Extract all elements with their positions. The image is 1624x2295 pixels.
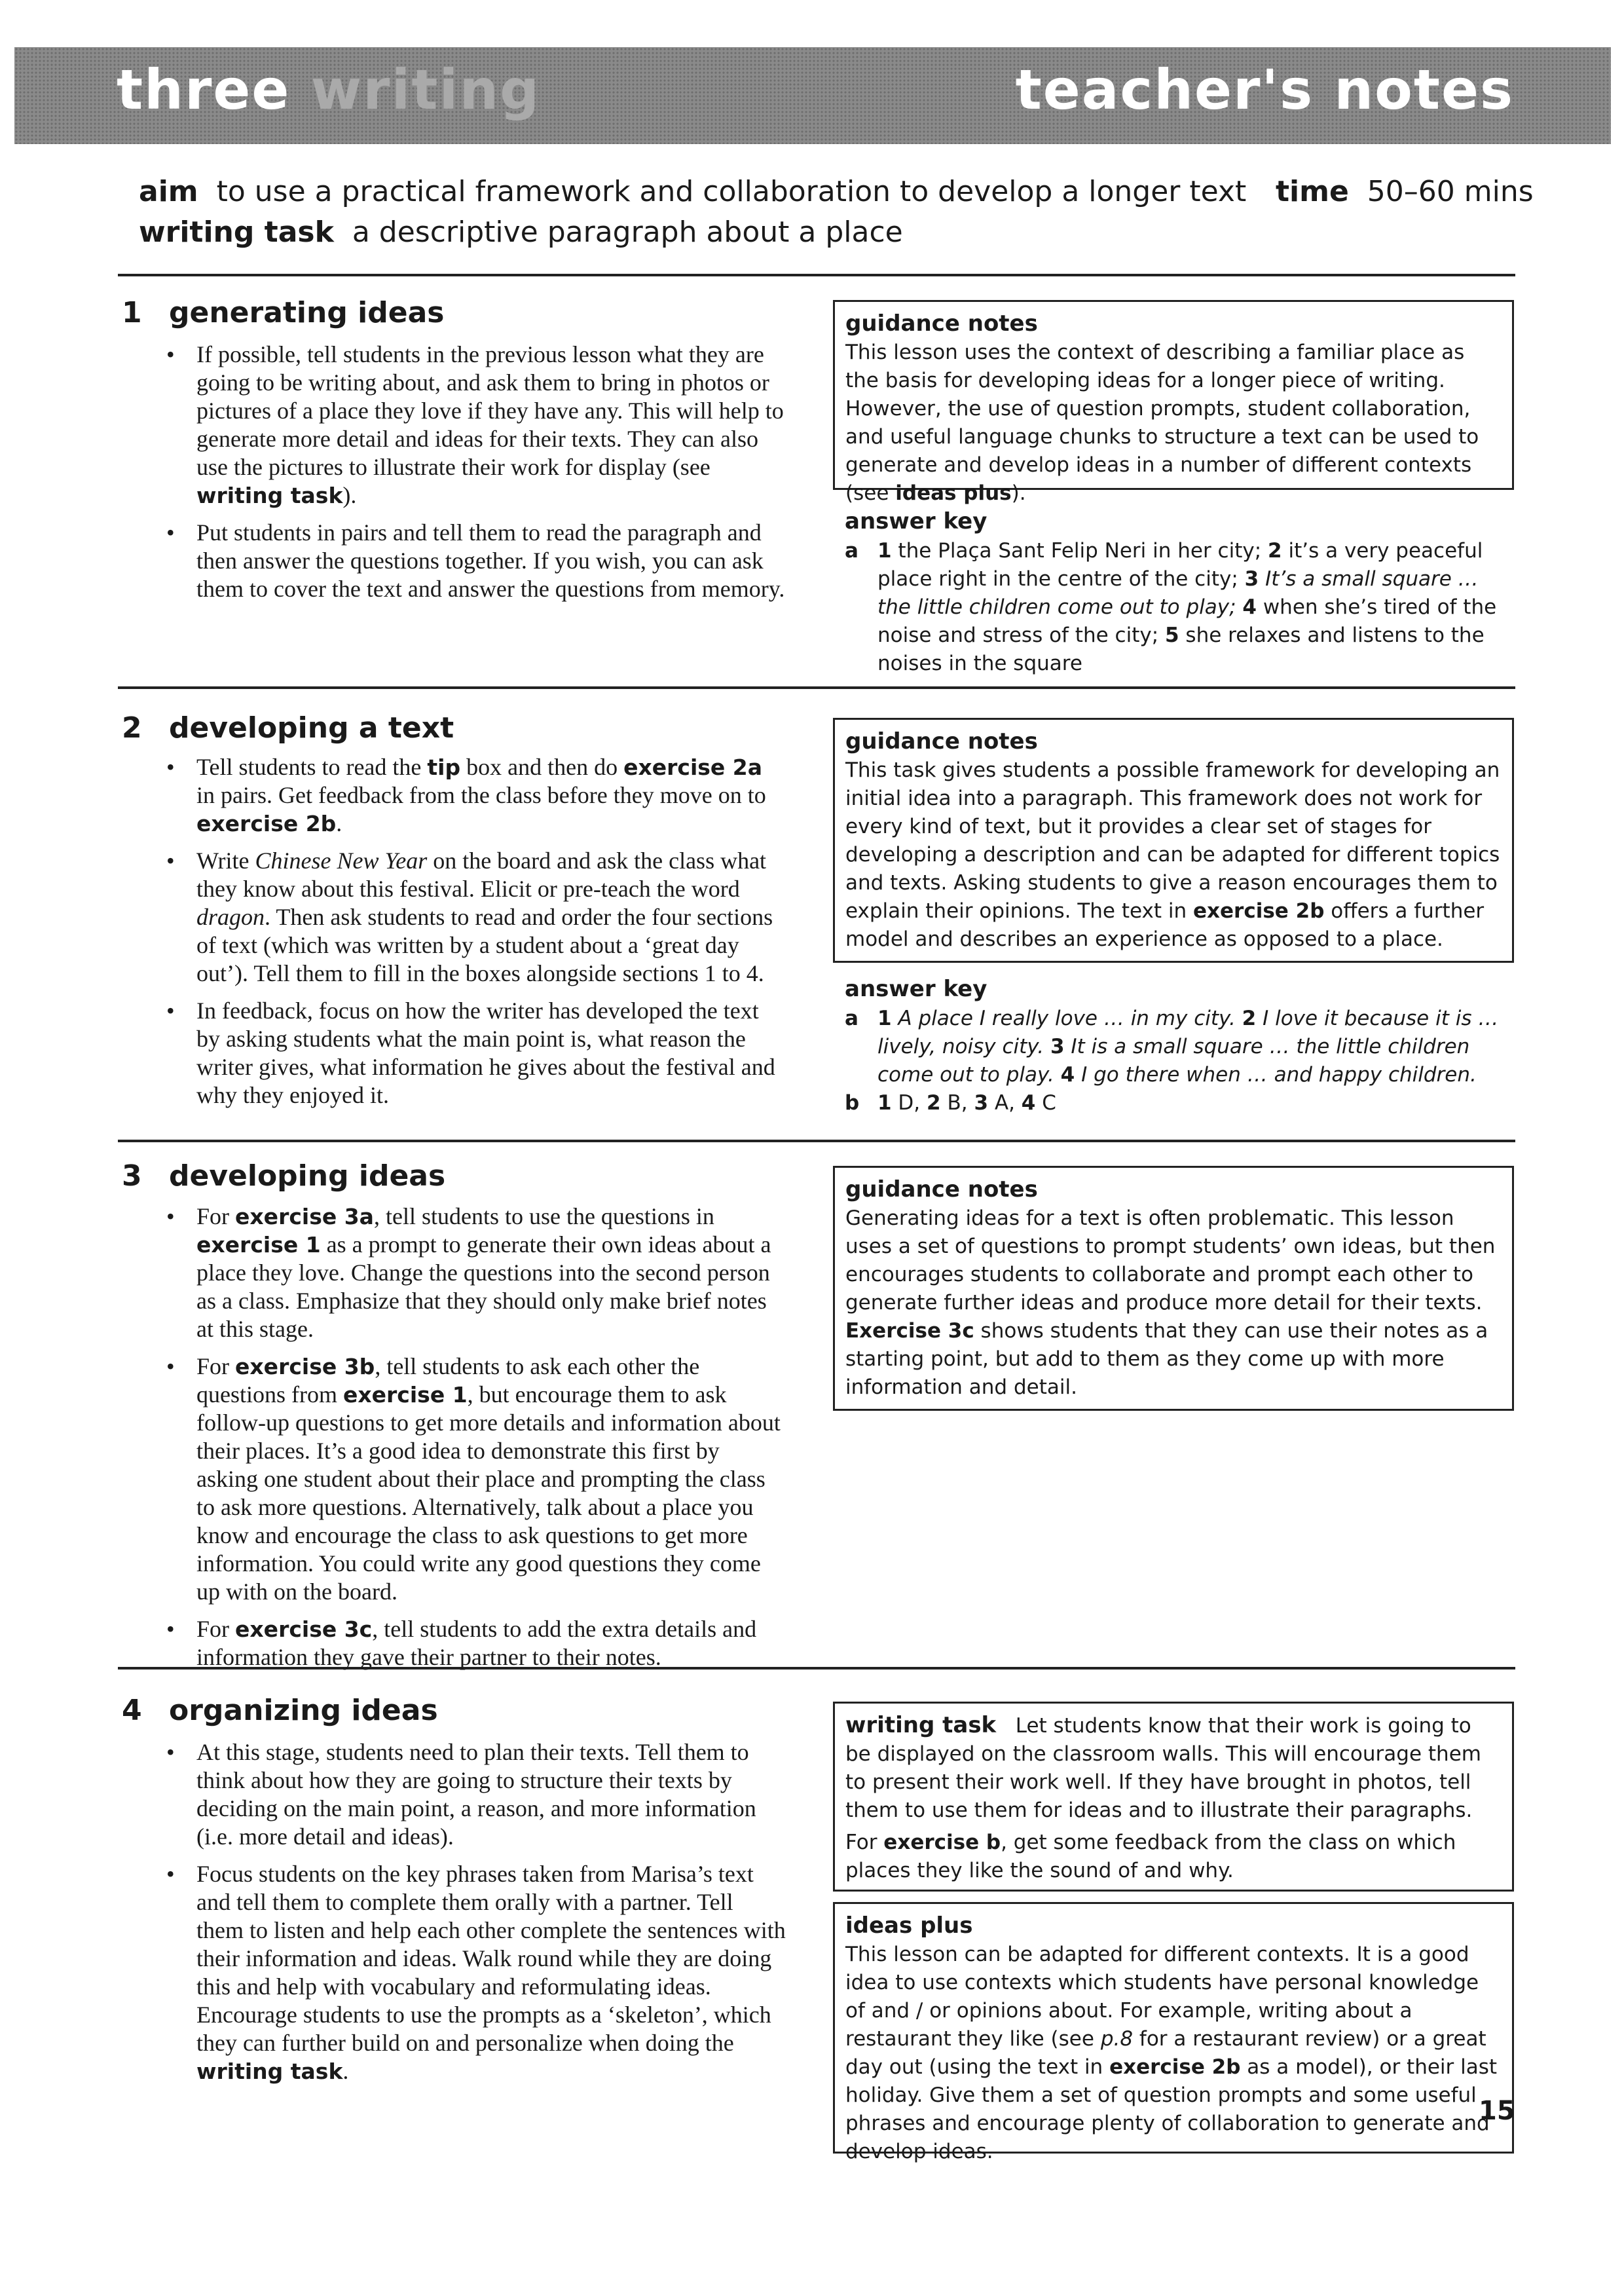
section-4-bullets xyxy=(164,1738,786,2095)
list-item: • For exercise 3b, tell students to ask each other the questions from exercise 1, but encourage them to ask follow-up questions to get more details and information about their places. It’s a good idea to demonstrate this first by asking one student about their place and prompting the class to ask more questions. Alternatively, talk about a place you know and encourage the class to ask questions to get more information. You could write any good questions they come up with on the board. xyxy=(164,1353,786,1606)
writing-task-box: writing task Let students know that their work is going to be displayed on the classroom walls. This will encourage them to present their work well. If they have brought in photos, tell them to use them for ideas and to illustrate their paragraphs. For exercise b, get some feedback from the class on which places they like the sound of and why. xyxy=(833,1702,1514,1892)
answer-key-2: answer key a 1 A place I really love … in my city. 2 I love it because it is … lively, noisy city. 3 It is a small square … the little children come out to play. 4 I go there when … and happy children. b 1 D, 2 B, 3 A, 4 C xyxy=(845,976,1499,1115)
section-2-title: 2 developing a text xyxy=(122,711,454,745)
guidance-notes-box-1: guidance notes This lesson uses the context of describing a familiar place as the basis for developing ideas for a longer piece of writing. However, the use of question prompts, student collaboration, and useful language chunks to structure a text can be used to generate and develop ideas in a number of different contexts (see ideas plus). xyxy=(833,300,1514,490)
ideas-plus-box: ideas plus This lesson can be adapted for different contexts. It is a good idea to use contexts which students have personal knowledge of and / or opinions about. For example, writing about a restaurant they like (see p.8 for a restaurant review) or a great day out (using the text in exercise 2b as a model), or their last holiday. Give them a set of question prompts and some useful phrases and encourage plenty of collaboration to generate and develop ideas. xyxy=(833,1902,1514,2154)
aim-label: aim xyxy=(139,175,198,208)
time-block: time 50–60 mins xyxy=(1276,175,1534,208)
section-2-bullets xyxy=(164,753,786,1119)
list-item: • In feedback, focus on how the writer has developed the text by asking students what the main point is, what reason the writer gives, what information he gives about the festival and why they enjoyed it. xyxy=(164,997,786,1110)
section-4-title: 4 organizing ideas xyxy=(122,1694,438,1727)
list-item: • At this stage, students need to plan their texts. Tell them to think about how they are going to structure their texts by deciding on the main point, a reason, and more information (i.e. more detail and ideas). xyxy=(164,1738,786,1851)
list-item: • Focus students on the key phrases taken from Marisa’s text and tell them to complete them orally with a partner. Tell them to listen and help each other complete the sentences with their information and ideas. Walk round while they are doing this and help with vocabulary and reformulating ideas. Encourage students to use the prompts as a ‘skeleton’, which they can further build on and personalize when doing the writing task. xyxy=(164,1860,786,2085)
list-item: • Write Chinese New Year on the board and ask the class what they know about this festival. Elicit or pre-teach the word dragon. Then ask students to read and order the four sections of text (which was written by a student about a ‘great day out’). Tell them to fill in the boxes alongside sections 1 to 4. xyxy=(164,847,786,988)
list-item: • For exercise 3c, tell students to add the extra details and information they gave their partner to their notes. xyxy=(164,1615,786,1671)
divider xyxy=(118,1140,1515,1142)
unit-title: three writing xyxy=(117,58,541,122)
list-item: • For exercise 3a, tell students to use the questions in exercise 1 as a prompt to generate their own ideas about a place they love. Change the questions into the second person as a class. Emphasize that they should only make brief notes at this stage. xyxy=(164,1203,786,1343)
divider xyxy=(118,686,1515,689)
guidance-notes-box-3: guidance notes Generating ideas for a text is often problematic. This lesson uses a set of questions to prompt students’ own ideas, but then encourages students to collaborate and prompt each other to generate further ideas and produce more detail for their texts. Exercise 3c shows students that they can use their notes as a starting point, but add to them as they come up with more information and detail. xyxy=(833,1166,1514,1411)
guidance-notes-box-2: guidance notes This task gives students a possible framework for developing an initial idea into a paragraph. This framework does not work for every kind of text, but it provides a clear set of stages for developing a description and can be adapted for different topics and texts. Asking students to give a reason encourages them to explain their opinions. The text in exercise 2b offers a further model and describes an experience as opposed to a place. xyxy=(833,718,1514,963)
list-item: • If possible, tell students in the previous lesson what they are going to be writing about, and ask them to bring in photos or pictures of a place they love if they have any. This will help to generate more detail and ideas for their texts. They can also use the pictures to illustrate their work for display (see writing task). xyxy=(164,341,786,510)
section-3-bullets xyxy=(164,1203,786,1681)
page-number: 15 xyxy=(1479,2096,1515,2126)
task-text: a descriptive paragraph about a place xyxy=(352,215,903,249)
header-right-title: teacher's notes xyxy=(1015,58,1514,122)
aim-block xyxy=(139,172,1246,253)
list-item: • Put students in pairs and tell them to read the paragraph and then answer the questions together. If you wish, you can ask them to cover the text and answer the questions from memory. xyxy=(164,519,786,603)
answer-key-1: answer key a 1 the Plaça Sant Felip Neri in her city; 2 it’s a very peaceful place right in the centre of the city; 3 It’s a small square … the little children come out to play; 4 when she’s tired of the noise and stress of the city; 5 she relaxes and listens to the noises in the square xyxy=(845,508,1497,675)
divider xyxy=(118,274,1515,276)
aim-text: to use a practical framework and collaboration to develop a longer text xyxy=(216,175,1247,208)
task-label: writing task xyxy=(139,215,334,249)
section-1-title: 1 generating ideas xyxy=(122,296,445,329)
section-1-bullets xyxy=(164,341,786,612)
list-item: • Tell students to read the tip box and then do exercise 2a in pairs. Get feedback from the class before they move on to exercise 2b. xyxy=(164,753,786,838)
section-3-title: 3 developing ideas xyxy=(122,1159,446,1193)
